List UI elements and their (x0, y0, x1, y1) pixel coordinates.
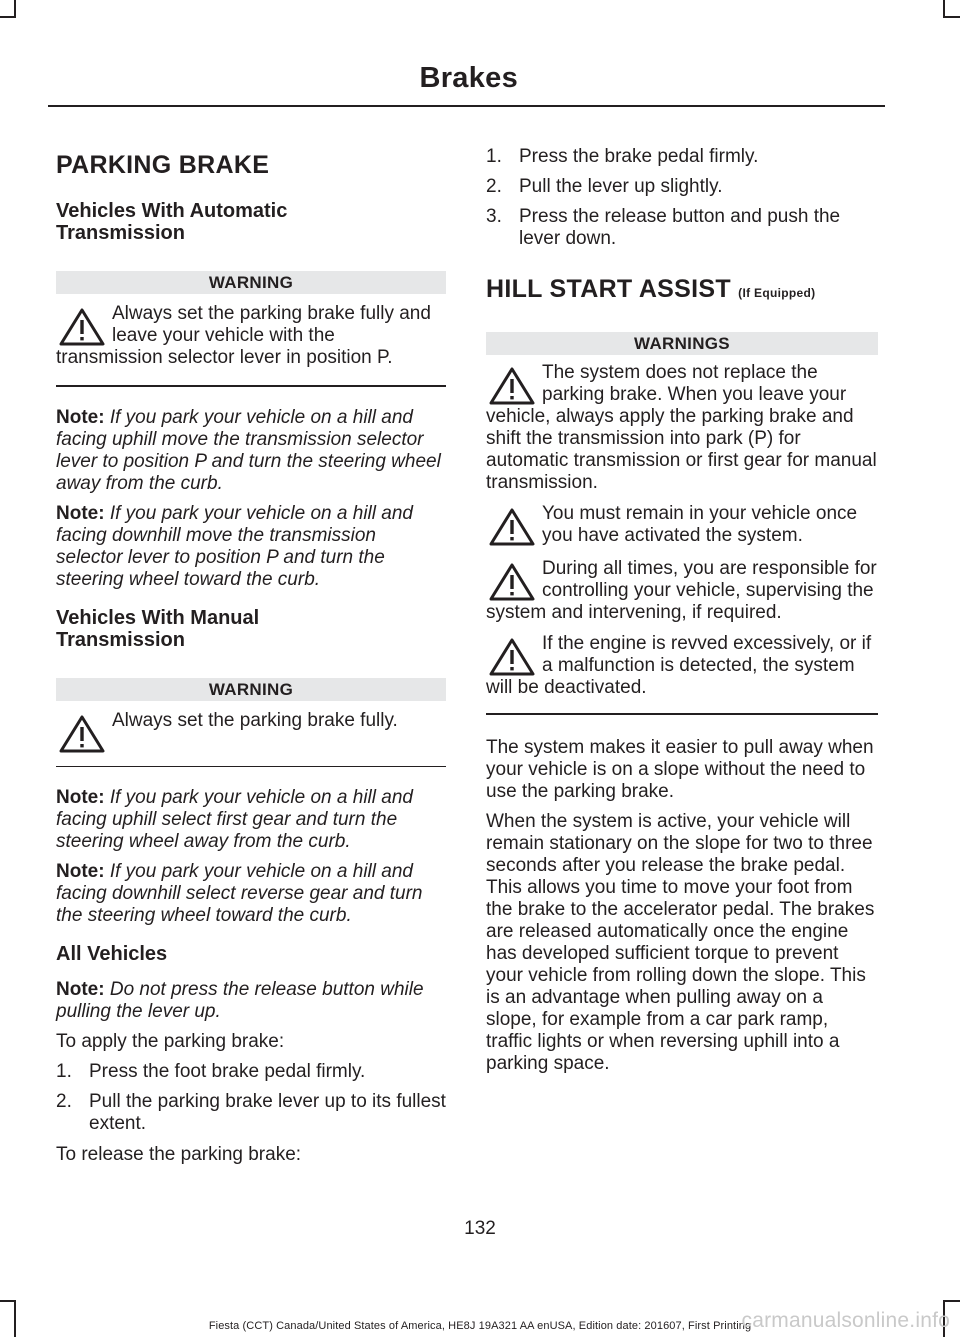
page-header-title: Brakes (419, 62, 518, 94)
warning-triangle-icon (58, 714, 106, 754)
footer-edition-info: Fiesta (CCT) Canada/United States of America, HE8J 19A321 AA enUSA, Edition date: 201607, First Printing (208, 1320, 752, 1332)
note-label: Note: (56, 502, 105, 524)
warning-triangle-icon (488, 562, 536, 602)
warning-divider (56, 766, 446, 768)
warning-text: You must remain in your vehicle once you have activated the system. (542, 503, 858, 546)
note-text: If you park your vehicle on a hill and facing downhill select reverse gear and turn the steering wheel toward the curb. (56, 861, 423, 926)
left-column (56, 138, 446, 1166)
section-heading-parking-brake: PARKING BRAKE (56, 151, 270, 179)
crop-mark (943, 1300, 960, 1302)
subsection-heading-all-vehicles: All Vehicles (56, 943, 168, 965)
warning-item (486, 558, 878, 624)
list-item (486, 146, 878, 168)
apply-steps-list (56, 1061, 446, 1135)
heading-text: HILL START ASSIST (486, 275, 731, 303)
warning-text: If the engine is revved excessively, or if a malfunction is detected, the system will be deactivated. (486, 633, 872, 698)
warning-item (56, 710, 446, 754)
note-text: If you park your vehicle on a hill and facing uphill select first gear and turn the steering wheel away from the curb. (56, 787, 413, 852)
warning-text: Always set the parking brake fully. (112, 709, 398, 731)
paragraph: The system makes it easier to pull away when your vehicle is on a slope without the need to use the parking brake. (486, 736, 874, 802)
warning-item (486, 633, 878, 699)
list-item (56, 1061, 446, 1083)
subsection-heading-manual: Vehicles With Manual Transmission (56, 606, 260, 651)
warning-text: The system does not replace the parking brake. When you leave your vehicle, always apply the parking brake and shift the transmission into park (P) for automatic transmission or first gear for manual transmission. (486, 362, 877, 493)
warning-header: WARNING (56, 271, 446, 294)
note (56, 407, 446, 495)
warning-item (56, 303, 446, 369)
note-text: Do not press the release button while pulling the lever up. (56, 979, 424, 1022)
page-number: 132 (464, 1218, 496, 1239)
step-number: 2. (56, 1091, 72, 1112)
section-heading-hill-start-assist (486, 274, 878, 308)
watermark: carmanualsonline.info (741, 1309, 950, 1332)
crop-mark (0, 16, 16, 18)
warning-divider (486, 713, 878, 715)
note-label: Note: (56, 861, 105, 882)
header-divider (48, 105, 885, 107)
step-number: 1. (486, 146, 502, 167)
warning-item (486, 362, 878, 494)
step-text: Press the foot brake pedal firmly. (89, 1061, 366, 1082)
note-label: Note: (56, 787, 105, 808)
list-item (486, 206, 878, 250)
note-text: If you park your vehicle on a hill and facing uphill move the transmission selector lever to position P and turn the steering wheel away from the curb. (56, 406, 441, 494)
note (56, 503, 446, 591)
release-steps-list (486, 146, 878, 250)
step-number: 3. (486, 206, 502, 227)
crop-mark (0, 1300, 16, 1302)
apply-intro: To apply the parking brake: (56, 1031, 285, 1052)
warnings-header: WARNINGS (486, 332, 878, 355)
warning-triangle-icon (488, 507, 536, 547)
warning-text: During all times, you are responsible for controlling your vehicle, supervising the system and intervening, if required. (486, 558, 877, 623)
note (56, 787, 446, 853)
paragraph: When the system is active, your vehicle will remain stationary on the slope for two to three seconds after you release the brake pedal. This allows you time to move your foot from the brake to the accelerator pedal. The brakes are released automatically once the engine has developed sufficient torque to prevent your vehicle from rolling down the slope. This is an advantage when pulling away on a slope, for example from a car park ramp, traffic lights or when reversing uphill into a parking space. (486, 810, 875, 1074)
warning-triangle-icon (488, 366, 536, 406)
heading-suffix: (If Equipped) (738, 286, 816, 300)
step-number: 1. (56, 1061, 72, 1082)
warning-divider (56, 385, 446, 387)
step-text: Pull the lever up slightly. (519, 176, 723, 197)
note (56, 861, 446, 927)
note-label: Note: (56, 979, 105, 1000)
warning-text: Always set the parking brake fully and leave your vehicle with the transmission selector lever in position P. (56, 303, 431, 368)
list-item (56, 1091, 446, 1135)
list-item (486, 176, 878, 198)
step-text: Press the release button and push the lever down. (519, 206, 841, 249)
warning-triangle-icon (58, 307, 106, 347)
crop-mark (943, 16, 960, 18)
warning-triangle-icon (488, 637, 536, 677)
subsection-heading-automatic: Vehicles With Automatic Transmission (56, 200, 288, 244)
note (56, 979, 446, 1023)
step-number: 2. (486, 176, 502, 197)
step-text: Pull the parking brake lever up to its fullest extent. (89, 1091, 446, 1134)
right-column (486, 146, 878, 1075)
warning-header: WARNING (56, 678, 446, 701)
note-label: Note: (56, 406, 105, 428)
release-intro: To release the parking brake: (56, 1144, 302, 1165)
note-text: If you park your vehicle on a hill and facing downhill move the transmission selector lever to position P and turn the steering wheel toward the curb. (56, 502, 413, 590)
step-text: Press the brake pedal firmly. (519, 146, 759, 167)
warning-item (486, 503, 878, 549)
